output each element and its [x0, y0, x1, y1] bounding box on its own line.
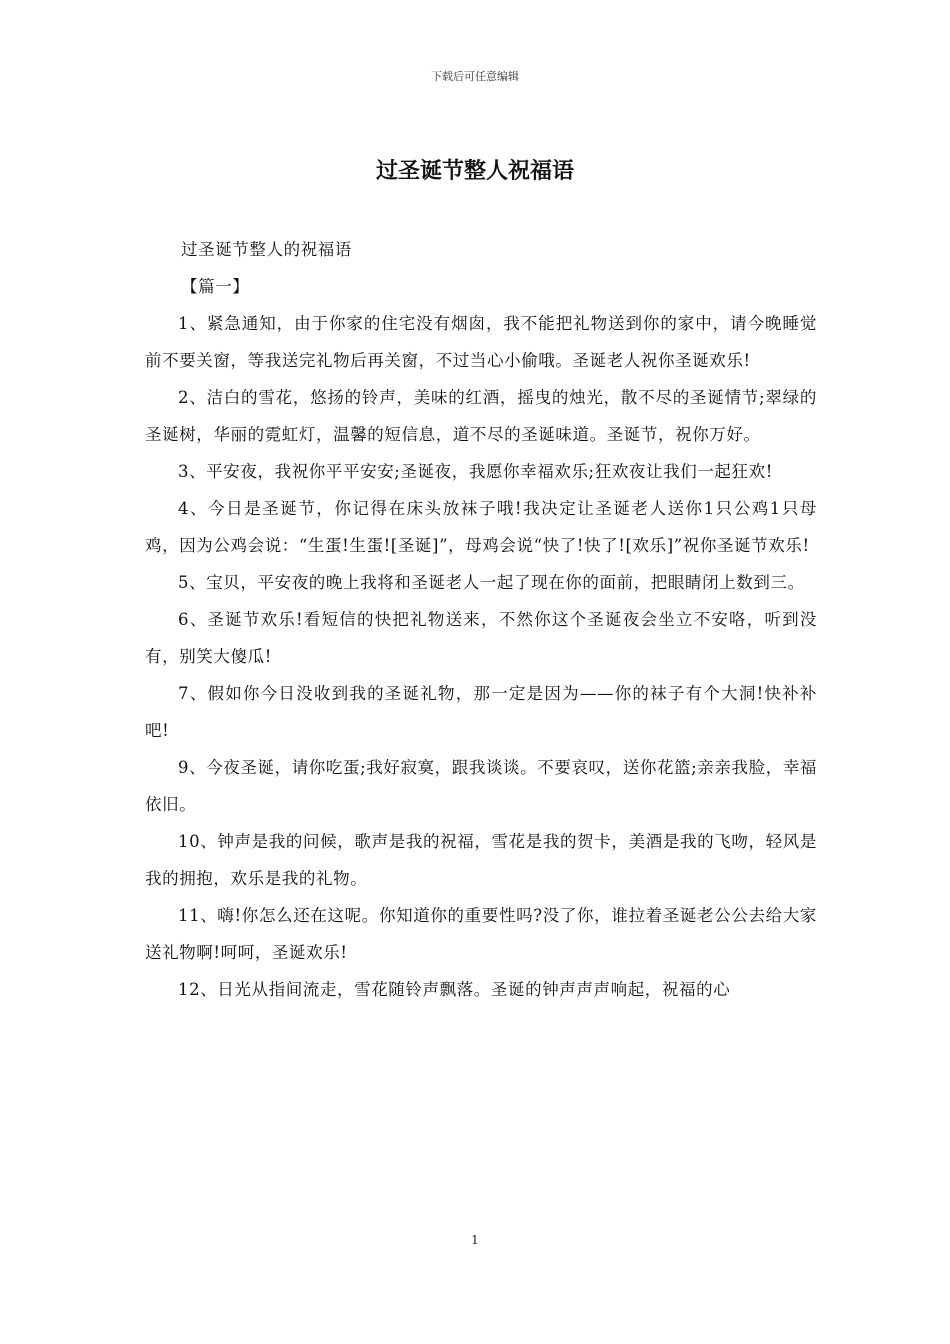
paragraph: 5、宝贝，平安夜的晚上我将和圣诞老人一起了现在你的面前，把眼睛闭上数到三。	[178, 573, 805, 592]
paragraph: 2、洁白的雪花，悠扬的铃声，美味的红酒，摇曳的烛光，散不尽的圣诞情节;翠绿的圣诞树，华丽的霓虹灯，温馨的短信息，道不尽的圣诞味道。圣诞节，祝你万好。	[145, 388, 817, 444]
section-heading: 【篇一】	[181, 277, 250, 296]
subtitle: 过圣诞节整人的祝福语	[181, 240, 352, 259]
paragraph: 3、平安夜，我祝你平平安安;圣诞夜，我愿你幸福欢乐;狂欢夜让我们一起狂欢!	[178, 462, 773, 481]
paragraph: 1、紧急通知，由于你家的住宅没有烟囱，我不能把礼物送到你的家中，请今晚睡觉前不要关窗，等我送完礼物后再关窗，不过当心小偷哦。圣诞老人祝你圣诞欢乐!	[145, 314, 817, 370]
paragraph: 6、圣诞节欢乐!看短信的快把礼物送来，不然你这个圣诞夜会坐立不安咯，听到没有，别笑大傻瓜!	[145, 610, 817, 666]
paragraph: 10、钟声是我的问候，歌声是我的祝福，雪花是我的贺卡，美酒是我的飞吻，轻风是我的拥抱，欢乐是我的礼物。	[145, 832, 817, 888]
page-number: 1	[471, 1233, 479, 1247]
document-title: 过圣诞节整人祝福语	[375, 158, 574, 184]
document-body	[145, 231, 817, 1008]
paragraph: 12、日光从指间流走，雪花随铃声飘落。圣诞的钟声声声响起，祝福的心	[178, 980, 731, 999]
paragraph: 7、假如你今日没收到我的圣诞礼物，那一定是因为——你的袜子有个大洞!快补补吧!	[145, 684, 817, 740]
paragraph: 9、今夜圣诞，请你吃蛋;我好寂寞，跟我谈谈。不要哀叹，送你花篮;亲亲我脸，幸福依旧。	[145, 758, 818, 814]
paragraph: 4、今日是圣诞节，你记得在床头放袜子哦!我决定让圣诞老人送你1只公鸡1只母鸡，因为公鸡会说：“生蛋!生蛋![圣诞]”，母鸡会说“快了!快了![欢乐]”祝你圣诞节欢乐!	[145, 499, 817, 555]
header-note: 下载后可任意编辑	[431, 70, 519, 83]
paragraph: 11、嗨!你怎么还在这呢。你知道你的重要性吗?没了你，谁拉着圣诞老公公去给大家送礼物啊!呵呵，圣诞欢乐!	[145, 906, 817, 962]
